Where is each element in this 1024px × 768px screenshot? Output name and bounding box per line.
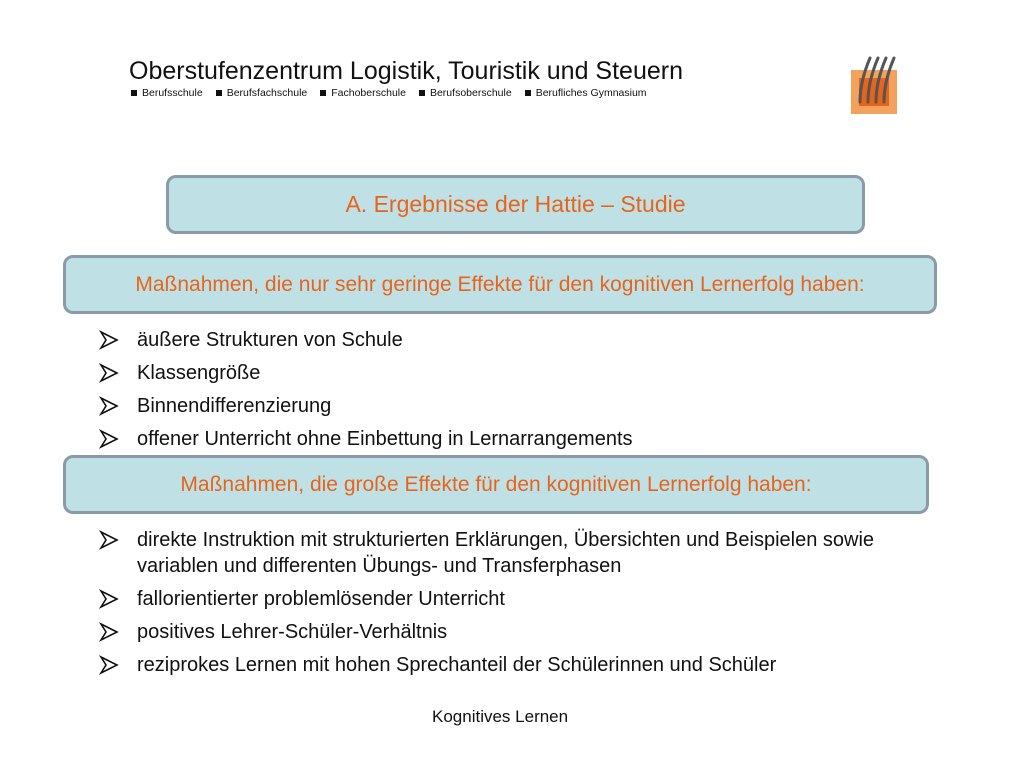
school-logo-icon bbox=[848, 52, 900, 116]
list-item bbox=[99, 527, 899, 579]
school-type-label: Berufsfachschule bbox=[226, 87, 308, 99]
list-item-text: positives Lehrer-Schüler-Verhältnis bbox=[137, 621, 448, 643]
list-item bbox=[99, 652, 899, 678]
school-type-item bbox=[419, 87, 512, 99]
arrow-bullet-icon bbox=[99, 328, 121, 352]
header-title: Oberstufenzentrum Logistik, Touristik und Steuern bbox=[129, 57, 683, 85]
square-bullet-icon bbox=[131, 90, 137, 96]
square-bullet-icon bbox=[320, 90, 326, 96]
low-effect-heading: Maßnahmen, die nur sehr geringe Effekte für den kognitiven Lernerfolg haben: bbox=[135, 272, 865, 296]
section-title-box bbox=[166, 175, 865, 234]
square-bullet-icon bbox=[525, 90, 531, 96]
list-item-text: äußere Strukturen von Schule bbox=[137, 329, 403, 351]
school-type-label: Fachoberschule bbox=[331, 87, 406, 99]
arrow-bullet-icon bbox=[99, 653, 121, 677]
arrow-bullet-icon bbox=[99, 528, 121, 552]
school-type-item bbox=[525, 87, 647, 99]
arrow-bullet-icon bbox=[99, 620, 121, 644]
arrow-bullet-icon bbox=[99, 361, 121, 385]
school-types bbox=[131, 87, 647, 99]
list-item bbox=[99, 360, 633, 386]
list-item bbox=[99, 619, 899, 645]
list-item-text: Klassengröße bbox=[137, 362, 261, 384]
square-bullet-icon bbox=[419, 90, 425, 96]
school-type-label: Berufsoberschule bbox=[429, 87, 512, 99]
list-item-text: Binnendifferenzierung bbox=[137, 395, 332, 417]
list-item-text: fallorientierter problemlösender Unterricht bbox=[137, 588, 505, 610]
section-title: A. Ergebnisse der Hattie – Studie bbox=[345, 191, 686, 217]
list-item-text: reziprokes Lernen mit hohen Sprechanteil der Schülerinnen und Schüler bbox=[137, 654, 777, 676]
high-effect-list bbox=[99, 527, 899, 678]
footer-label: Kognitives Lernen bbox=[432, 707, 569, 726]
high-effect-heading-box bbox=[63, 455, 929, 514]
high-effect-heading: Maßnahmen, die große Effekte für den kognitiven Lernerfolg haben: bbox=[180, 472, 812, 496]
square-bullet-icon bbox=[216, 90, 222, 96]
arrow-bullet-icon bbox=[99, 587, 121, 611]
arrow-bullet-icon bbox=[99, 427, 121, 451]
school-type-item bbox=[320, 87, 406, 99]
school-type-label: Berufliches Gymnasium bbox=[535, 87, 647, 99]
list-item-text: offener Unterricht ohne Einbettung in Lernarrangements bbox=[137, 428, 633, 450]
list-item bbox=[99, 393, 633, 419]
school-type-label: Berufsschule bbox=[142, 87, 203, 99]
low-effect-list bbox=[99, 327, 633, 452]
school-type-item bbox=[131, 87, 203, 99]
list-item bbox=[99, 586, 899, 612]
list-item bbox=[99, 426, 633, 452]
arrow-bullet-icon bbox=[99, 394, 121, 418]
list-item-text: direkte Instruktion mit strukturierten Erklärungen, Übersichten und Beispielen sowie variablen und differenten Übungs- und Transferphasen bbox=[137, 529, 875, 577]
low-effect-heading-box bbox=[63, 255, 937, 314]
list-item bbox=[99, 327, 633, 353]
school-type-item bbox=[216, 87, 308, 99]
